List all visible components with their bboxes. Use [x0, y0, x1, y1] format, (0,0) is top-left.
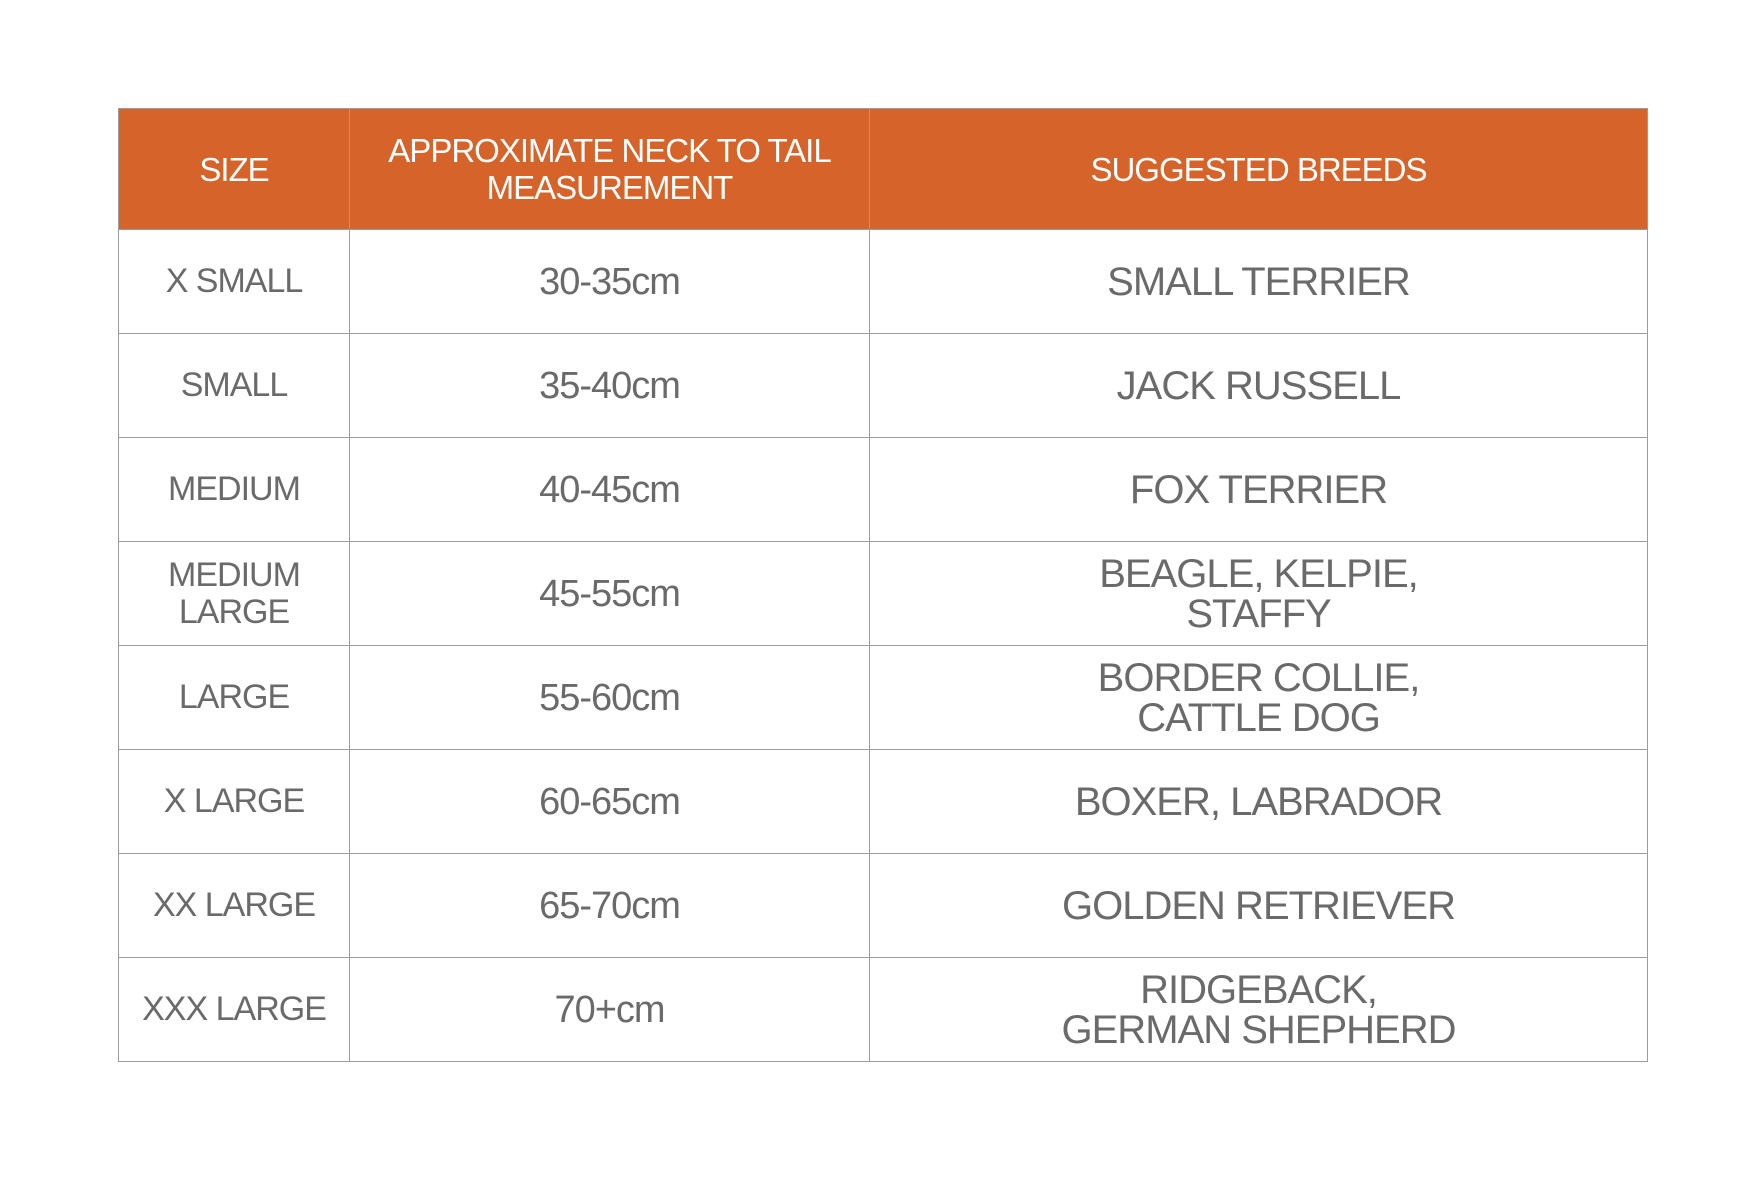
measurement-value: 35-40cm	[539, 364, 680, 407]
header-row	[119, 109, 1648, 230]
size-chart-table	[118, 108, 1648, 1062]
table-row	[119, 542, 1648, 646]
breeds-cell	[870, 854, 1648, 958]
measurement-cell	[350, 542, 870, 646]
breeds-cell	[870, 542, 1648, 646]
size-value: MEDIUM	[168, 470, 300, 508]
header-measurement	[350, 109, 870, 230]
breeds-cell	[870, 334, 1648, 438]
table-body	[119, 230, 1648, 1062]
table-row	[119, 334, 1648, 438]
size-value: MEDIUM LARGE	[168, 555, 300, 631]
breeds-cell	[870, 230, 1648, 334]
table-row	[119, 750, 1648, 854]
table-row	[119, 230, 1648, 334]
measurement-cell	[350, 646, 870, 750]
size-cell	[119, 438, 350, 542]
size-cell	[119, 750, 350, 854]
measurement-value: 40-45cm	[539, 468, 680, 511]
measurement-value: 65-70cm	[539, 884, 680, 927]
breeds-cell	[870, 750, 1648, 854]
header-breeds-label: SUGGESTED BREEDS	[1090, 150, 1427, 188]
size-cell	[119, 334, 350, 438]
table-row	[119, 854, 1648, 958]
header-breeds	[870, 109, 1648, 230]
measurement-value: 30-35cm	[539, 260, 680, 303]
size-value: LARGE	[178, 678, 290, 716]
breeds-cell	[870, 438, 1648, 542]
header-size	[119, 109, 350, 230]
size-value: SMALL	[180, 366, 288, 404]
size-value: X SMALL	[165, 262, 303, 300]
measurement-value: 55-60cm	[539, 676, 680, 719]
measurement-cell	[350, 438, 870, 542]
header-measurement-label: APPROXIMATE NECK TO TAIL MEASUREMENT	[388, 132, 831, 206]
measurement-cell	[350, 958, 870, 1062]
size-cell	[119, 542, 350, 646]
measurement-cell	[350, 854, 870, 958]
breeds-cell	[870, 958, 1648, 1062]
measurement-value: 70+cm	[554, 988, 665, 1031]
measurement-value: 60-65cm	[539, 780, 680, 823]
measurement-value: 45-55cm	[539, 572, 680, 615]
breeds-cell	[870, 646, 1648, 750]
table-row	[119, 646, 1648, 750]
table-row	[119, 438, 1648, 542]
breeds-value: BOXER, LABRADOR	[1074, 779, 1443, 824]
breeds-value: JACK RUSSELL	[1116, 363, 1401, 408]
header-size-label: SIZE	[199, 150, 269, 188]
table-header	[119, 109, 1648, 230]
measurement-cell	[350, 230, 870, 334]
size-cell	[119, 854, 350, 958]
breeds-value: RIDGEBACK, GERMAN SHEPHERD	[1061, 967, 1456, 1052]
size-cell	[119, 958, 350, 1062]
size-value: X LARGE	[163, 782, 305, 820]
measurement-cell	[350, 334, 870, 438]
measurement-cell	[350, 750, 870, 854]
size-value: XX LARGE	[152, 886, 316, 924]
size-cell	[119, 230, 350, 334]
breeds-value: BEAGLE, KELPIE, STAFFY	[1099, 551, 1418, 636]
size-value: XXX LARGE	[142, 990, 326, 1028]
breeds-value: FOX TERRIER	[1129, 467, 1388, 512]
breeds-value: SMALL TERRIER	[1107, 259, 1410, 304]
breeds-value: BORDER COLLIE, CATTLE DOG	[1097, 655, 1420, 740]
table-row	[119, 958, 1648, 1062]
size-cell	[119, 646, 350, 750]
breeds-value: GOLDEN RETRIEVER	[1062, 883, 1455, 928]
